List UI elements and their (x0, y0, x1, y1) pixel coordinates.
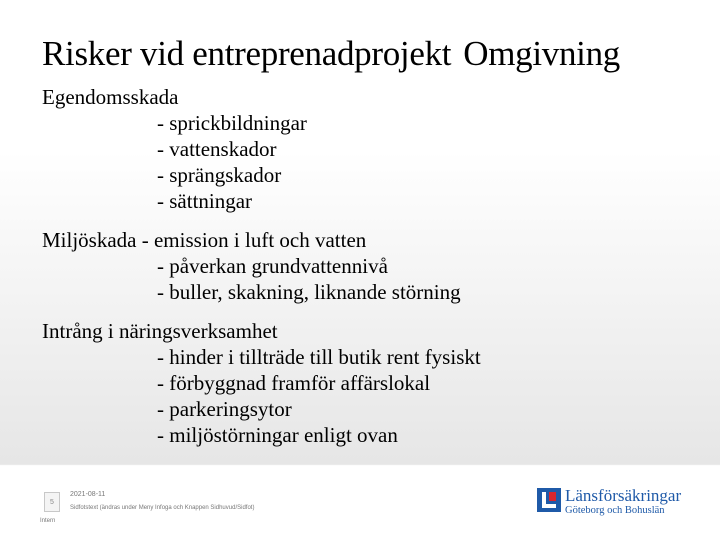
slide-title (42, 34, 620, 74)
section-heading-business-intrusion: Intrång i näringsverksamhet (42, 319, 278, 343)
footer-date: 2021-08-11 (70, 491, 106, 498)
list-item: - sättningar (157, 189, 253, 213)
logo-name-line1: Länsförsäkringar (565, 486, 682, 505)
corner-label: Intern (40, 518, 56, 524)
list-item: - hinder i tillträde till butik rent fysiskt (157, 345, 481, 369)
company-logo (537, 486, 687, 518)
list-item: - sprängskador (157, 163, 282, 187)
logo-mark-icon (537, 488, 561, 512)
list-item: - förbyggnad framför affärslokal (157, 371, 431, 395)
title-main: Risker vid entreprenadprojekt (42, 34, 452, 73)
footer-text: Sidfotstext (ändras under Meny Infoga och Knappen Sidhuvud/Sidfot) (70, 505, 255, 511)
list-item: - sprickbildningar (157, 111, 307, 135)
list-item: - vattenskador (157, 137, 277, 161)
title-subtitle: Omgivning (463, 34, 620, 73)
list-item: - buller, skakning, liknande störning (157, 280, 461, 304)
section-heading-environmental-damage: Miljöskada - emission i luft och vatten (42, 228, 367, 252)
list-item: - miljöstörningar enligt ovan (157, 423, 398, 447)
logo-name-line2: Göteborg och Bohuslän (565, 505, 665, 516)
list-item: - parkeringsytor (157, 397, 292, 421)
list-item: - påverkan grundvattennivå (157, 254, 388, 278)
page-number: 5 (44, 492, 60, 512)
section-heading-property-damage: Egendomsskada (42, 85, 179, 109)
